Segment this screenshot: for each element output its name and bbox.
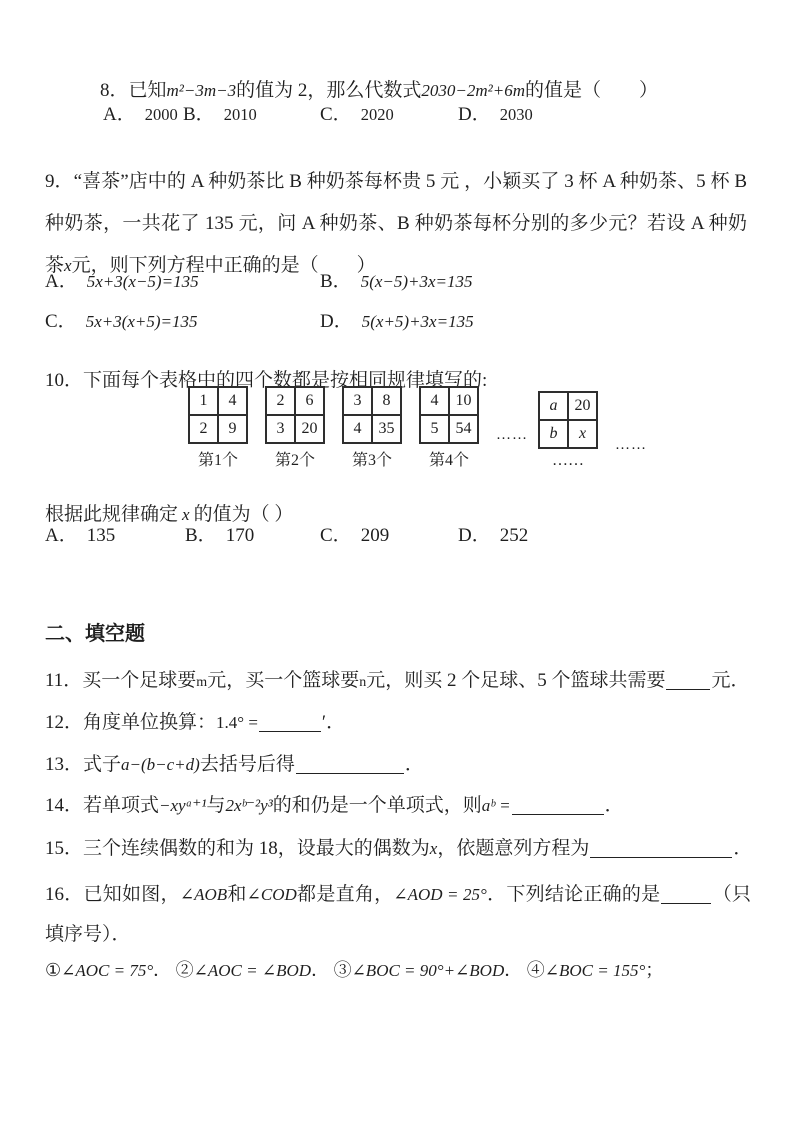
table-caption: …… — [552, 452, 584, 469]
table-cell: 9 — [218, 415, 247, 443]
q8-option-d — [458, 101, 533, 129]
q14-text-3: 的和仍是一个单项式，则 — [272, 795, 482, 816]
q16-text-4: ．下列结论正确的是 — [486, 884, 661, 905]
table-cell: 54 — [449, 415, 478, 443]
q10-option-c — [320, 522, 458, 550]
table-cell: 1 — [189, 387, 218, 415]
q10-variable-x: x — [182, 505, 190, 524]
circled-number-3: ③ — [333, 960, 352, 980]
option-value: 2020 — [360, 105, 394, 124]
q8-text-pre: 8．已知 — [100, 80, 167, 101]
q13-math-expression: a−(b−c+d) — [121, 755, 200, 774]
q12-math-degree: 1.4° = — [216, 713, 258, 732]
q13-text-2: 去括号后得 — [199, 754, 295, 775]
table-cell: 3 — [266, 415, 295, 443]
conclusion-1 — [45, 960, 171, 980]
q14-text-4: ． — [604, 795, 624, 816]
q14-monomial-1: −xyᵃ⁺¹ — [159, 796, 207, 815]
q10-stem-text: 10．下面每个表格中的四个数都是按相同规律填写的: — [45, 370, 488, 391]
option-label: D． — [320, 311, 353, 332]
q8-text-mid: 的值为 2，那么代数式 — [236, 80, 422, 101]
table-cell: 2 — [189, 415, 218, 443]
option-equation: 5x+3(x+5)=135 — [85, 312, 198, 331]
option-value: 170 — [225, 525, 255, 546]
conclusion-expression: ∠AOC = 75° — [61, 961, 154, 980]
table-cell: 4 — [343, 415, 372, 443]
section-2-title: 二、填空题 — [45, 623, 145, 645]
table-cell: 8 — [372, 387, 401, 415]
option-value: 135 — [86, 525, 116, 546]
circled-number-2: ② — [175, 960, 194, 980]
question-14 — [45, 792, 624, 820]
pattern-table-2 — [265, 386, 325, 470]
table-cell: 4 — [218, 387, 247, 415]
pattern-table-4 — [419, 386, 479, 470]
q9-option-d — [320, 308, 474, 336]
q14-text-1: 14．若单项式 — [45, 795, 160, 816]
pattern-table-n — [538, 391, 598, 470]
option-value: 2010 — [223, 105, 257, 124]
q8-math-expression-2: 2030−2m²+6m — [421, 81, 525, 100]
q16-text-2: 和 — [227, 884, 247, 905]
option-value: 209 — [360, 525, 390, 546]
option-label: C． — [320, 104, 352, 125]
option-label: A． — [45, 525, 78, 546]
q11-text-3: 元，则买 2 个足球、5 个篮球共需要 — [366, 670, 666, 691]
table-cell: 20 — [295, 415, 324, 443]
table-caption: 第1个 — [197, 452, 238, 469]
option-value: 2000 — [144, 105, 178, 124]
conclusion-2 — [176, 960, 329, 980]
pattern-grid — [342, 386, 402, 444]
q9-option-c — [45, 308, 320, 336]
option-label: C． — [320, 525, 352, 546]
q9-text-a: 9．“喜茶”店中的 A 种奶茶比 B 种奶茶每杯贵 5 元 ，小颖买了 3 杯 A 种奶茶、5 杯 B 种奶茶，一共花了 135 元，问 A 种奶茶、B 种奶茶每杯分别的多少元？若设 A 种奶茶 — [45, 171, 747, 276]
option-label: B． — [185, 525, 217, 546]
question-13 — [45, 751, 424, 779]
option-label: D． — [458, 104, 491, 125]
q11-text-2: 元，买一个篮球要 — [207, 670, 360, 691]
q11-text-1: 11．买一个足球要 — [45, 670, 197, 691]
table-cell: a — [539, 392, 568, 420]
q10-ask-post: 的值为（ ） — [193, 504, 294, 525]
option-label: A． — [103, 104, 136, 125]
q15-text-2: ，依题意列方程为 — [437, 838, 590, 859]
q16-text-1: 16．已知如图， — [45, 884, 180, 905]
option-label: C． — [45, 311, 77, 332]
table-cell: 3 — [343, 387, 372, 415]
blank-line — [512, 808, 604, 815]
question-9-options-row-1 — [45, 268, 473, 296]
separator: ． — [311, 960, 330, 980]
q10-pattern-tables-figure — [188, 386, 647, 470]
q16-angle-aod: ∠AOD = 25° — [393, 885, 487, 904]
ellipsis-dots: …… — [496, 427, 528, 443]
q8-option-a — [103, 101, 183, 129]
question-9-options-row-2 — [45, 308, 474, 336]
q9-option-a — [45, 268, 320, 296]
q11-text-4: 元． — [711, 670, 750, 691]
q9-text-b: 元，则下列方程中正确的是（ ） — [71, 255, 376, 276]
table-cell: 5 — [420, 415, 449, 443]
q16-text-3: 都是直角， — [296, 884, 394, 905]
q8-option-c — [320, 101, 458, 129]
q16-angle-cod: ∠COD — [246, 885, 297, 904]
option-equation: 5x+3(x−5)=135 — [86, 272, 199, 291]
conclusion-4 — [527, 960, 664, 980]
table-cell: 4 — [420, 387, 449, 415]
pattern-table-3 — [342, 386, 402, 470]
conclusion-expression: ∠AOC = ∠BOD — [193, 961, 312, 980]
option-value: 252 — [499, 525, 529, 546]
q13-text-3: ． — [404, 754, 424, 775]
q13-text-1: 13．式子 — [45, 754, 122, 775]
separator: ． — [504, 960, 523, 980]
q10-option-a — [45, 522, 185, 550]
option-equation: 5(x−5)+3x=135 — [360, 272, 473, 291]
question-8-options — [103, 101, 533, 129]
option-equation: 5(x+5)+3x=135 — [361, 312, 474, 331]
q16-conclusion-list — [45, 956, 663, 985]
q8-option-b — [183, 101, 320, 129]
q16-text-5: （只填序号）． — [45, 884, 751, 945]
ellipsis-dots: …… — [615, 437, 647, 453]
q8-math-expression-1: m²−3m−3 — [166, 81, 237, 100]
q10-ask-pre: 根据此规律确定 — [45, 504, 179, 525]
option-label: B． — [183, 104, 215, 125]
blank-line — [590, 851, 732, 858]
table-cell: 2 — [266, 387, 295, 415]
blank-line — [296, 767, 404, 774]
option-value: 2030 — [499, 105, 533, 124]
table-cell: x — [568, 420, 597, 448]
table-cell: 20 — [568, 392, 597, 420]
question-15 — [45, 835, 752, 863]
q12-text-1: 12．角度单位换算： — [45, 712, 217, 733]
pattern-grid — [265, 386, 325, 444]
blank-line — [666, 683, 710, 690]
option-label: D． — [458, 525, 491, 546]
table-cell: 10 — [449, 387, 478, 415]
question-10-options — [45, 522, 528, 550]
table-caption: 第3个 — [351, 452, 392, 469]
pattern-grid — [419, 386, 479, 444]
q16-angle-aob: ∠AOB — [179, 885, 228, 904]
table-caption: 第2个 — [274, 452, 315, 469]
q9-option-b — [320, 268, 473, 296]
separator: ． — [153, 960, 172, 980]
q14-monomial-2: 2xᵇ⁻²y³ — [225, 796, 273, 815]
q11-variable-m: m — [196, 675, 208, 690]
blank-line — [259, 725, 321, 732]
question-11 — [45, 667, 749, 697]
q10-option-b — [185, 522, 320, 550]
q9-variable-x: x — [64, 256, 72, 275]
conclusion-expression: ∠BOC = 155° — [544, 961, 646, 980]
q11-variable-n: n — [359, 675, 367, 690]
pattern-grid — [188, 386, 248, 444]
blank-line — [661, 897, 711, 904]
q14-text-2: 与 — [206, 795, 226, 816]
question-12 — [45, 709, 345, 737]
q15-text-3: ． — [733, 838, 753, 859]
q14-answer-expression: aᵇ = — [481, 796, 511, 815]
circled-number-4: ④ — [526, 960, 545, 980]
table-cell: 35 — [372, 415, 401, 443]
table-cell: 6 — [295, 387, 324, 415]
q8-text-post: 的值是（ ） — [524, 80, 658, 101]
pattern-table-1 — [188, 386, 248, 470]
pattern-grid — [538, 391, 598, 449]
q15-text-1: 15．三个连续偶数的和为 18，设最大的偶数为 — [45, 838, 430, 859]
q12-text-2: ′． — [321, 712, 346, 733]
q15-variable-x: x — [429, 839, 438, 858]
q10-option-d — [458, 522, 528, 550]
section-2-heading — [45, 620, 145, 648]
question-16 — [45, 875, 751, 955]
option-label: A． — [45, 271, 78, 292]
separator: ； — [645, 960, 664, 980]
table-caption: 第4个 — [428, 452, 469, 469]
conclusion-expression: ∠BOC = 90°+∠BOD — [351, 961, 505, 980]
circled-number-1: ① — [45, 960, 62, 980]
conclusion-3 — [334, 960, 523, 980]
table-cell: b — [539, 420, 568, 448]
option-label: B． — [320, 271, 352, 292]
